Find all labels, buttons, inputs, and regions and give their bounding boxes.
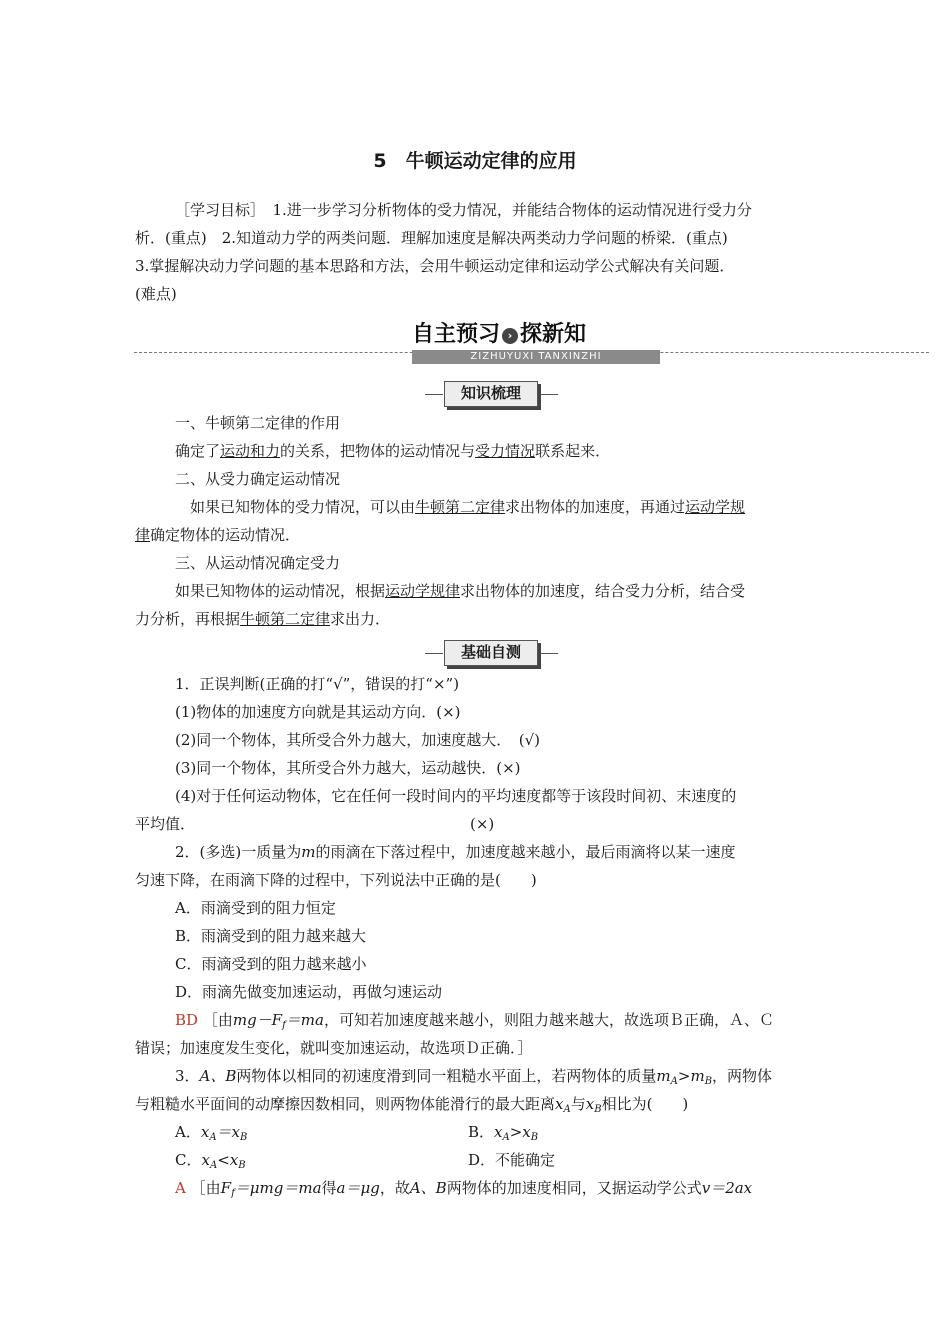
question-1-item-4: (4)对于任何运动物体，它在任何一段时间内的平均速度都等于该段时间初、末速度的: [175, 787, 737, 805]
text-run: 如果已知物体的运动情况，根据: [175, 582, 386, 600]
math-var: x: [200, 1123, 210, 1141]
text-run: ，故: [379, 1179, 410, 1197]
text-run: 两物体的加速度相同，又据运动学公式: [446, 1179, 702, 1197]
objectives-line-4: (难点): [135, 285, 177, 303]
knowledge-paragraph-3-line-2: [135, 609, 390, 629]
banner-left-text: 自主预习: [412, 322, 501, 347]
math-subscript: A: [209, 1160, 218, 1171]
text-run: 两物体以相同的初速度滑到同一粗糙水平面上，若两物体的质量: [236, 1067, 657, 1085]
underlined-term: 运动学规: [685, 498, 746, 516]
question-1-item-2: (2)同一个物体，其所受合外力越大，加速度越大． (√): [175, 731, 541, 749]
math-var: x: [494, 1123, 503, 1141]
underlined-term: 运动和力: [220, 442, 281, 460]
question-2-option-b: B．雨滴受到的阻力越来越大: [175, 927, 367, 945]
answer-label: BD: [175, 1011, 199, 1029]
question-1-item-4-tail: 平均值．: [135, 815, 196, 833]
math-subscript: f: [231, 1188, 235, 1199]
question-1-item-3: (3)同一个物体，其所受合外力越大，运动越快．(×): [175, 759, 521, 777]
text-run: 与: [570, 1095, 586, 1113]
objectives-line-2: 析．(重点) 2.知道动力学的两类问题．理解加速度是解决两类动力学问题的桥梁．(重点): [135, 229, 728, 247]
math-subscript: A: [209, 1132, 217, 1143]
question-3-option-a: [175, 1122, 247, 1148]
answer-label: A: [175, 1179, 186, 1197]
text-run: 求出力．: [330, 610, 391, 628]
underlined-term: 受力情况: [475, 442, 536, 460]
math-expr: ＝ma: [285, 1011, 324, 1029]
underlined-term: 运动学规律: [385, 582, 461, 600]
text-run: 得: [321, 1179, 337, 1197]
question-3-stem-line-2: [135, 1094, 688, 1120]
math-var: A、B: [409, 1179, 447, 1197]
math-subscript: A: [502, 1132, 510, 1143]
math-subscript: A: [563, 1104, 571, 1115]
knowledge-paragraph-2-line-1: [190, 497, 745, 517]
question-2-explanation-line-1: [175, 1010, 774, 1036]
option-label: C．: [175, 1151, 202, 1169]
question-2-stem-line-1: [175, 842, 736, 862]
question-3-explanation-line-1: [175, 1178, 752, 1204]
math-expr: v＝2ax: [701, 1179, 753, 1197]
question-1-stem: 1．正误判断(正确的打“√”，错误的打“×”): [175, 675, 460, 693]
banner-title: [412, 320, 586, 350]
underlined-term: 牛顿第二定律: [415, 498, 506, 516]
section-heading-knowledge: 知识梳理: [444, 381, 538, 407]
math-var: x: [555, 1095, 564, 1113]
banner-right-text: 探新知: [520, 322, 587, 347]
text-run: 如果已知物体的受力情况，可以由: [190, 498, 416, 516]
underlined-term: 律: [135, 526, 151, 544]
math-var: m: [656, 1067, 671, 1085]
question-2-option-d: D．雨滴先做变加速运动，再做匀速运动: [175, 983, 443, 1001]
math-expr: a＝μg: [336, 1179, 380, 1197]
underlined-term: 牛顿第二定律: [240, 610, 331, 628]
question-3-option-d: D．不能确定: [468, 1151, 556, 1169]
math-var: m: [301, 843, 316, 861]
question-3-stem-line-1: [175, 1066, 772, 1092]
question-2-stem-line-2: 匀速下降，在雨滴下降的过程中，下列说法中正确的是( ): [135, 871, 537, 889]
text-run: 的雨滴在下落过程中，加速度越来越小，最后雨滴将以某一速度: [315, 843, 736, 861]
math-expr: mg－F: [232, 1011, 283, 1029]
option-label: A．: [175, 1123, 201, 1141]
text-run: 与粗糙水平面间的动摩擦因数相同，则两物体能滑行的最大距离: [135, 1095, 556, 1113]
math-subscript: A: [670, 1076, 678, 1087]
objectives-line-1: ［学习目标］ 1.进一步学习分析物体的受力情况，并能结合物体的运动情况进行受力分: [175, 201, 752, 219]
math-expr: >m: [677, 1067, 705, 1085]
knowledge-paragraph-1: [175, 441, 610, 461]
math-subscript: B: [530, 1132, 539, 1143]
text-run: 2．(多选)一质量为: [175, 843, 302, 861]
math-var: x: [201, 1151, 210, 1169]
question-3-option-b: [468, 1122, 538, 1148]
knowledge-heading-2: 二、从受力确定运动情况: [175, 470, 341, 488]
arrow-circle-icon: ›: [502, 328, 518, 344]
text-run: 力分析，再根据: [135, 610, 241, 628]
text-run: 求出物体的加速度，结合受力分析，结合受: [460, 582, 746, 600]
text-run: 确定了: [175, 442, 221, 460]
heading-rule-left: [425, 394, 443, 395]
math-expr: >x: [509, 1123, 531, 1141]
knowledge-heading-1: 一、牛顿第二定律的作用: [175, 414, 341, 432]
math-subscript: f: [282, 1020, 286, 1031]
math-var: A、B: [199, 1067, 237, 1085]
math-subscript: B: [594, 1104, 602, 1115]
objectives-line-3: 3.掌握解决动力学问题的基本思路和方法，会用牛顿运动定律和运动学公式解决有关问题．: [135, 257, 735, 275]
math-var: F: [220, 1179, 232, 1197]
text-run: ，可知若加速度越来越小，则阻力越来越大，故选项Ｂ正确，Ａ、Ｃ: [323, 1011, 774, 1029]
math-subscript: B: [704, 1076, 713, 1087]
section-banner: [412, 320, 660, 368]
math-var: x: [585, 1095, 595, 1113]
heading-rule-right: [540, 394, 558, 395]
question-2-option-a: A．雨滴受到的阻力恒定: [175, 899, 336, 917]
question-1-item-4-mark: (×): [470, 815, 495, 833]
math-expr: ＝x: [216, 1123, 241, 1141]
math-subscript: B: [240, 1132, 248, 1143]
text-run: ，两物体: [712, 1067, 773, 1085]
question-3-option-c: [175, 1150, 246, 1176]
knowledge-heading-3: 三、从运动情况确定受力: [175, 554, 341, 572]
text-run: 相比为( ): [601, 1095, 689, 1113]
banner-pinyin: ZIZHUYUXI TANXINZHI: [412, 350, 660, 364]
question-2-option-c: C．雨滴受到的阻力越来越小: [175, 955, 367, 973]
section-heading-self-test: 基础自测: [444, 640, 538, 666]
option-label: B．: [468, 1123, 495, 1141]
math-subscript: B: [238, 1160, 246, 1171]
heading-rule-right: [540, 653, 558, 654]
heading-rule-left: [425, 653, 443, 654]
knowledge-paragraph-2-line-2: [135, 525, 300, 545]
math-expr: ＝μmg＝ma: [234, 1179, 322, 1197]
text-run: ［由: [190, 1179, 221, 1197]
knowledge-paragraph-3-line-1: [175, 581, 745, 601]
question-1-item-1: (1)物体的加速度方向就是其运动方向．(×): [175, 703, 461, 721]
text-run: 3．: [175, 1067, 200, 1085]
text-run: 联系起来．: [535, 442, 611, 460]
text-run: 求出物体的加速度，再通过: [505, 498, 686, 516]
text-run: 确定物体的运动情况．: [150, 526, 301, 544]
question-2-explanation-line-2: 错误；加速度发生变化，就叫变加速运动，故选项Ｄ正确．］: [135, 1039, 533, 1057]
text-run: ［由: [202, 1011, 233, 1029]
math-expr: <x: [217, 1151, 239, 1169]
page-title: 5 牛顿运动定律的应用: [373, 150, 577, 172]
text-run: 的关系，把物体的运动情况与: [280, 442, 476, 460]
